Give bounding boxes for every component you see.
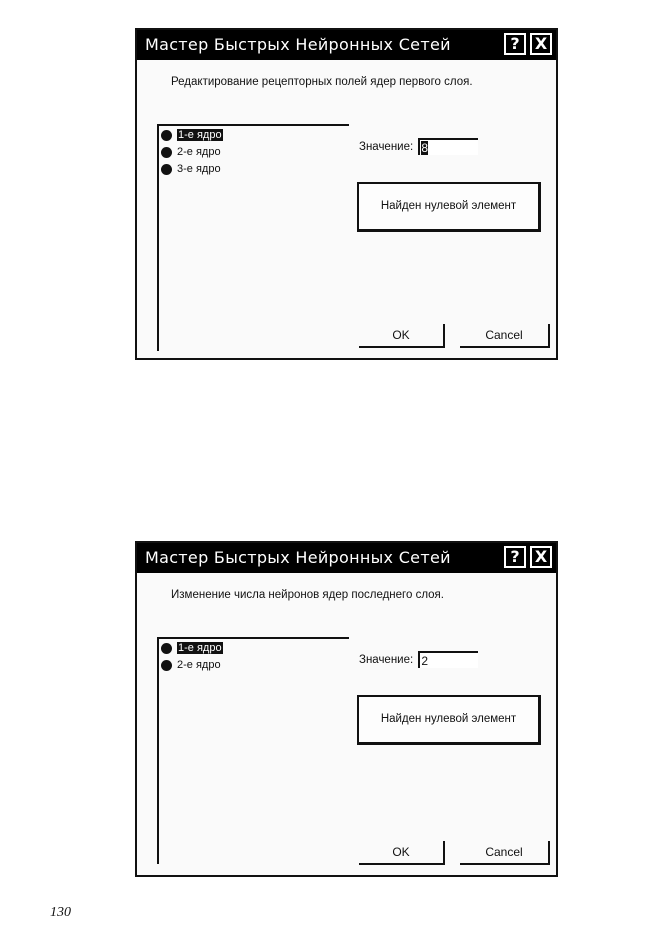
list-item[interactable] [159, 658, 349, 673]
zero-element-found-button[interactable]: Найден нулевой элемент [357, 182, 541, 232]
help-icon[interactable]: ? [504, 33, 526, 55]
kernel-list[interactable] [157, 124, 349, 351]
dialog-heading: Изменение числа нейронов ядер последнего слоя. [171, 589, 444, 601]
list-item-label: 3-е ядро [177, 163, 221, 175]
ok-button[interactable]: OK [359, 324, 445, 348]
value-input[interactable] [418, 651, 478, 668]
page-number: 130 [50, 905, 71, 920]
value-text: 2 [421, 654, 429, 668]
help-icon[interactable]: ? [504, 546, 526, 568]
list-item-label: 1-е ядро [178, 642, 222, 654]
close-icon[interactable]: X [530, 546, 552, 568]
list-item[interactable] [159, 641, 349, 656]
title-bar[interactable] [137, 30, 556, 60]
bullet-icon [161, 164, 172, 175]
value-text: 8 [421, 141, 429, 155]
value-label: Значение: [359, 653, 414, 666]
bullet-icon [161, 643, 172, 654]
value-input[interactable] [418, 138, 478, 155]
list-item-label: 1-е ядро [178, 129, 222, 141]
ok-button[interactable]: OK [359, 841, 445, 865]
list-item[interactable] [159, 162, 349, 177]
value-label: Значение: [359, 140, 414, 153]
value-row [359, 651, 478, 668]
bullet-icon [161, 147, 172, 158]
title-bar[interactable] [137, 543, 556, 573]
list-item[interactable] [159, 128, 349, 143]
zero-element-found-button[interactable]: Найден нулевой элемент [357, 695, 541, 745]
dialog-title: Мастер Быстрых Нейронных Сетей [145, 35, 451, 54]
value-row [359, 138, 478, 155]
list-item-label: 2-е ядро [177, 659, 221, 671]
cancel-button[interactable]: Cancel [460, 841, 550, 865]
dialog-body [137, 60, 556, 358]
wizard-dialog-neuron-count [135, 541, 558, 877]
bullet-icon [161, 130, 172, 141]
kernel-list[interactable] [157, 637, 349, 864]
close-icon[interactable]: X [530, 33, 552, 55]
cancel-button[interactable]: Cancel [460, 324, 550, 348]
dialog-title: Мастер Быстрых Нейронных Сетей [145, 548, 451, 567]
list-item[interactable] [159, 145, 349, 160]
list-item-label: 2-е ядро [177, 146, 221, 158]
dialog-heading: Редактирование рецепторных полей ядер первого слоя. [171, 76, 473, 88]
dialog-body [137, 573, 556, 875]
bullet-icon [161, 660, 172, 671]
wizard-dialog-receptive-fields [135, 28, 558, 360]
